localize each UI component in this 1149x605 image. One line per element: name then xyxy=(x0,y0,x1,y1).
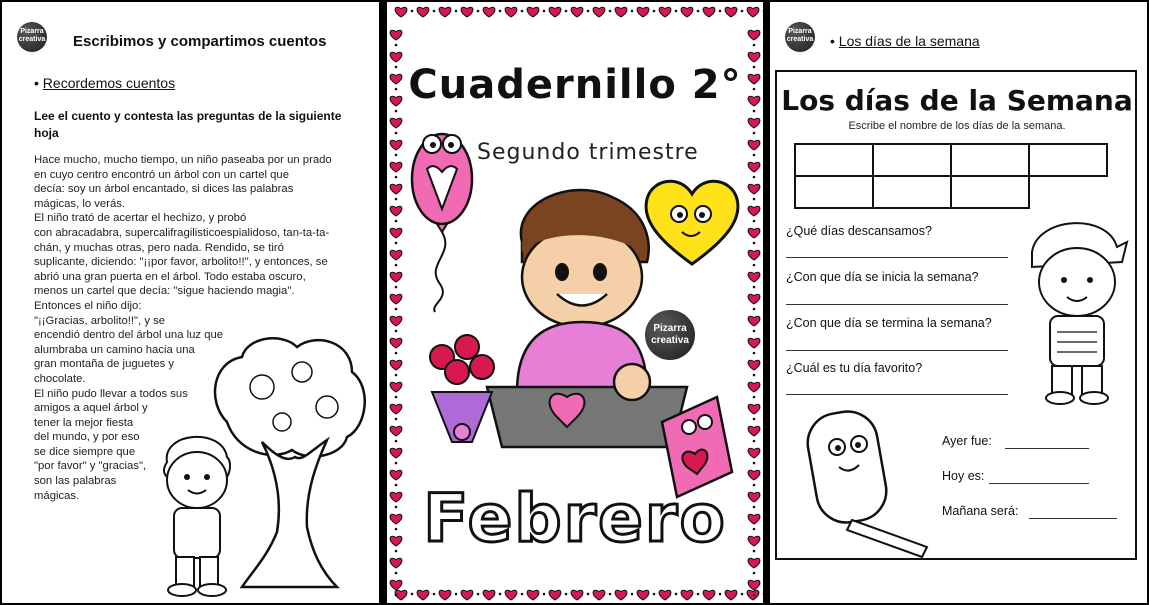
day-box[interactable] xyxy=(873,176,951,208)
border-dot xyxy=(753,44,756,47)
border-dot xyxy=(395,418,398,421)
border-dot xyxy=(395,264,398,267)
border-dot xyxy=(587,593,590,596)
story-line: mágicas, lo verás. xyxy=(34,197,126,210)
border-heart-icon xyxy=(725,7,737,17)
balloon-illustration xyxy=(405,114,480,314)
story-line: Hace mucho, mucho tiempo, un niño paseaba por un prado xyxy=(34,154,332,166)
border-heart-icon xyxy=(505,590,517,600)
border-dot xyxy=(395,132,398,135)
border-heart-icon xyxy=(390,360,402,370)
border-dot xyxy=(741,593,744,596)
border-heart-icon xyxy=(748,382,760,392)
border-dot xyxy=(741,10,744,13)
cover-title: Cuadernillo 2° xyxy=(408,62,742,108)
answer-line[interactable] xyxy=(1005,448,1089,449)
border-heart-icon xyxy=(417,590,429,600)
border-dot xyxy=(753,242,756,245)
border-heart-icon xyxy=(748,184,760,194)
border-dot xyxy=(395,594,398,597)
border-dot xyxy=(753,308,756,311)
question-4: ¿Cuál es tu día favorito? xyxy=(786,361,923,375)
border-heart-icon xyxy=(615,590,627,600)
border-dot xyxy=(411,593,414,596)
border-heart-icon xyxy=(527,7,539,17)
border-dot xyxy=(753,462,756,465)
story-line: amigos a aquel árbol y xyxy=(34,402,148,415)
border-dot xyxy=(455,593,458,596)
border-dot xyxy=(753,286,756,289)
border-dot xyxy=(719,593,722,596)
border-heart-icon xyxy=(748,162,760,172)
border-heart-icon xyxy=(681,7,693,17)
border-dot xyxy=(565,10,568,13)
border-dot xyxy=(753,132,756,135)
heart-border-top xyxy=(387,2,763,20)
worksheet-instruction: Escribe el nombre de los días de la semana. xyxy=(848,120,1066,132)
border-dot xyxy=(753,176,756,179)
day-box[interactable] xyxy=(795,144,873,176)
border-heart-icon xyxy=(390,448,402,458)
border-dot xyxy=(395,220,398,223)
border-heart-icon xyxy=(549,590,561,600)
border-heart-icon xyxy=(390,228,402,238)
border-dot xyxy=(753,374,756,377)
answer-line[interactable] xyxy=(1029,518,1117,519)
border-heart-icon xyxy=(748,52,760,62)
story-page xyxy=(2,2,379,603)
border-dot xyxy=(395,198,398,201)
story-line: gran montaña de juguetes y xyxy=(34,358,175,371)
border-dot xyxy=(631,10,634,13)
border-heart-icon xyxy=(637,7,649,17)
story-line: son las palabras xyxy=(34,475,117,488)
days-worksheet xyxy=(775,70,1137,560)
days-grid xyxy=(794,143,1108,209)
border-dot xyxy=(609,10,612,13)
story-line: con abracadabra, supercalifragilisticoespialidoso, tan-ta-ta- xyxy=(34,226,330,239)
border-dot xyxy=(395,176,398,179)
question-1: ¿Qué días descansamos? xyxy=(786,224,932,238)
border-heart-icon xyxy=(637,590,649,600)
border-dot xyxy=(499,593,502,596)
border-dot xyxy=(395,374,398,377)
story-line: del mundo, y por eso xyxy=(34,431,140,444)
border-heart-icon xyxy=(748,558,760,568)
border-heart-icon xyxy=(748,426,760,436)
answer-line[interactable] xyxy=(786,257,1008,258)
border-dot xyxy=(719,10,722,13)
border-heart-icon xyxy=(748,206,760,216)
border-dot xyxy=(753,264,756,267)
border-dot xyxy=(433,593,436,596)
border-dot xyxy=(543,10,546,13)
story-line: "por favor" y "gracias", xyxy=(34,460,147,473)
border-heart-icon xyxy=(549,7,561,17)
border-heart-icon xyxy=(390,162,402,172)
border-heart-icon xyxy=(593,7,605,17)
border-dot xyxy=(395,396,398,399)
border-heart-icon xyxy=(748,580,760,590)
story-line: alumbraba un camino hacia una xyxy=(34,343,195,356)
day-box[interactable] xyxy=(795,176,873,208)
story-line: tener la mejor fiesta xyxy=(34,416,134,429)
cover-page xyxy=(387,2,763,603)
border-heart-icon xyxy=(461,7,473,17)
border-heart-icon xyxy=(748,316,760,326)
border-heart-icon xyxy=(748,140,760,150)
story-line: se dice siempre que xyxy=(34,445,136,458)
answer-line[interactable] xyxy=(786,350,1008,351)
border-dot xyxy=(395,352,398,355)
popsicle-illustration xyxy=(797,402,937,562)
border-dot xyxy=(395,110,398,113)
border-dot xyxy=(609,593,612,596)
border-heart-icon xyxy=(748,118,760,128)
border-dot xyxy=(477,10,480,13)
day-box[interactable] xyxy=(951,144,1029,176)
border-dot xyxy=(753,396,756,399)
border-heart-icon xyxy=(390,580,402,590)
border-heart-icon xyxy=(571,7,583,17)
border-dot xyxy=(395,330,398,333)
border-heart-icon xyxy=(725,590,737,600)
border-dot xyxy=(395,154,398,157)
border-dot xyxy=(653,593,656,596)
border-heart-icon xyxy=(505,7,517,17)
border-heart-icon xyxy=(390,382,402,392)
pizarra-creativa-logo: Pizarra creativa xyxy=(785,22,815,52)
border-heart-icon xyxy=(659,590,671,600)
border-heart-icon xyxy=(703,7,715,17)
question-2: ¿Con que día se inicia la semana? xyxy=(786,270,979,284)
border-dot xyxy=(675,593,678,596)
border-dot xyxy=(753,154,756,157)
border-heart-icon xyxy=(571,590,583,600)
story-line: suplicante, diciendo: "¡¡por favor, arbolito!!", y entonces, se xyxy=(34,256,328,269)
pizarra-creativa-logo: Pizarra creativa xyxy=(645,310,695,360)
border-dot xyxy=(753,418,756,421)
border-heart-icon xyxy=(390,184,402,194)
border-dot xyxy=(753,110,756,113)
border-heart-icon xyxy=(593,590,605,600)
section-bullet: • Los días de la semana xyxy=(830,33,980,49)
border-dot xyxy=(395,308,398,311)
border-heart-icon xyxy=(659,7,671,17)
roses-bouquet-illustration xyxy=(422,332,502,462)
answer-label-tomorrow: Mañana será: xyxy=(942,504,1019,518)
border-dot xyxy=(653,10,656,13)
border-heart-icon xyxy=(439,7,451,17)
cover-subtitle: Segundo trimestre xyxy=(477,140,699,165)
answer-line[interactable] xyxy=(786,394,1008,395)
boy-illustration xyxy=(152,422,242,597)
story-line: menos un cartel que decía: "sigue haciendo magia". xyxy=(34,285,295,298)
border-dot xyxy=(697,593,700,596)
cover-month: Febrero xyxy=(423,480,727,557)
border-dot xyxy=(753,198,756,201)
border-heart-icon xyxy=(615,7,627,17)
day-box[interactable] xyxy=(1029,144,1107,176)
border-dot xyxy=(753,572,756,575)
border-dot xyxy=(521,10,524,13)
border-dot xyxy=(433,10,436,13)
border-heart-icon xyxy=(390,30,402,40)
border-heart-icon xyxy=(390,558,402,568)
border-dot xyxy=(565,593,568,596)
border-heart-icon xyxy=(390,338,402,348)
border-dot xyxy=(411,10,414,13)
border-heart-icon xyxy=(748,338,760,348)
border-heart-icon xyxy=(703,590,715,600)
border-dot xyxy=(477,593,480,596)
border-heart-icon xyxy=(681,590,693,600)
border-heart-icon xyxy=(483,7,495,17)
question-3: ¿Con que día se termina la semana? xyxy=(786,316,992,330)
border-dot xyxy=(587,10,590,13)
border-heart-icon xyxy=(439,590,451,600)
border-heart-icon xyxy=(390,118,402,128)
border-dot xyxy=(499,10,502,13)
border-heart-icon xyxy=(390,250,402,260)
answer-label-yesterday: Ayer fue: xyxy=(942,434,992,448)
border-dot xyxy=(543,593,546,596)
border-dot xyxy=(395,462,398,465)
border-heart-icon xyxy=(390,52,402,62)
border-heart-icon xyxy=(748,360,760,370)
border-heart-icon xyxy=(748,30,760,40)
border-dot xyxy=(753,352,756,355)
story-line: El niño pudo llevar a todos sus xyxy=(34,387,188,400)
page-title: Escribimos y compartimos cuentos xyxy=(73,33,327,50)
section-bullet: • Recordemos cuentos xyxy=(34,75,176,91)
border-heart-icon xyxy=(390,426,402,436)
border-heart-icon xyxy=(461,590,473,600)
border-dot xyxy=(395,44,398,47)
story-line: decía: soy un árbol encantado, si dices las palabras xyxy=(34,183,294,196)
border-heart-icon xyxy=(748,294,760,304)
border-dot xyxy=(753,440,756,443)
worksheet-title: Los días de la Semana xyxy=(781,84,1133,117)
border-heart-icon xyxy=(748,404,760,414)
story-line: chán, y muchas otras, pero nada. Rendido, se tiró xyxy=(34,241,284,254)
story-line: encendió dentro del árbol una luz que xyxy=(34,329,224,342)
border-heart-icon xyxy=(417,7,429,17)
border-dot xyxy=(521,593,524,596)
border-heart-icon xyxy=(390,294,402,304)
story-line: mágicas. xyxy=(34,489,80,502)
day-box[interactable] xyxy=(951,176,1029,208)
border-dot xyxy=(675,10,678,13)
border-heart-icon xyxy=(483,590,495,600)
story-line: El niño trató de acertar el hechizo, y probó xyxy=(34,212,247,225)
story-line: chocolate. xyxy=(34,372,86,385)
border-heart-icon xyxy=(748,470,760,480)
border-heart-icon xyxy=(390,272,402,282)
border-heart-icon xyxy=(390,140,402,150)
pizarra-creativa-logo: Pizarra creativa xyxy=(17,22,47,52)
border-heart-icon xyxy=(390,316,402,326)
border-dot xyxy=(395,242,398,245)
border-dot xyxy=(697,10,700,13)
border-dot xyxy=(753,330,756,333)
boy-with-cap-illustration xyxy=(1022,212,1132,407)
border-dot xyxy=(753,594,756,597)
border-dot xyxy=(395,572,398,575)
heart-border-bottom xyxy=(387,585,763,603)
answer-line[interactable] xyxy=(786,304,1008,305)
day-box[interactable] xyxy=(873,144,951,176)
border-dot xyxy=(395,286,398,289)
border-heart-icon xyxy=(748,448,760,458)
border-heart-icon xyxy=(390,470,402,480)
border-dot xyxy=(455,10,458,13)
story-line: "¡¡Gracias, arbolito!!", y se xyxy=(34,314,166,327)
answer-line[interactable] xyxy=(989,483,1089,484)
border-dot xyxy=(753,220,756,223)
story-line: Entonces el niño dijo: xyxy=(34,299,142,312)
border-heart-icon xyxy=(390,206,402,216)
instruction-text: Lee el cuento y contesta las preguntas de la siguiente hoja xyxy=(34,109,342,140)
border-dot xyxy=(395,440,398,443)
border-heart-icon xyxy=(748,272,760,282)
worksheet-page xyxy=(770,2,1147,603)
border-heart-icon xyxy=(390,404,402,414)
border-heart-icon xyxy=(748,228,760,238)
border-dot xyxy=(631,593,634,596)
answer-label-today: Hoy es: xyxy=(942,469,985,483)
border-heart-icon xyxy=(527,590,539,600)
story-line: abrió una gran puerta en el árbol. Todo estaba oscuro, xyxy=(34,270,306,283)
border-heart-icon xyxy=(748,250,760,260)
story-line: en cuyo centro encontró un árbol con un cartel que xyxy=(34,168,289,181)
